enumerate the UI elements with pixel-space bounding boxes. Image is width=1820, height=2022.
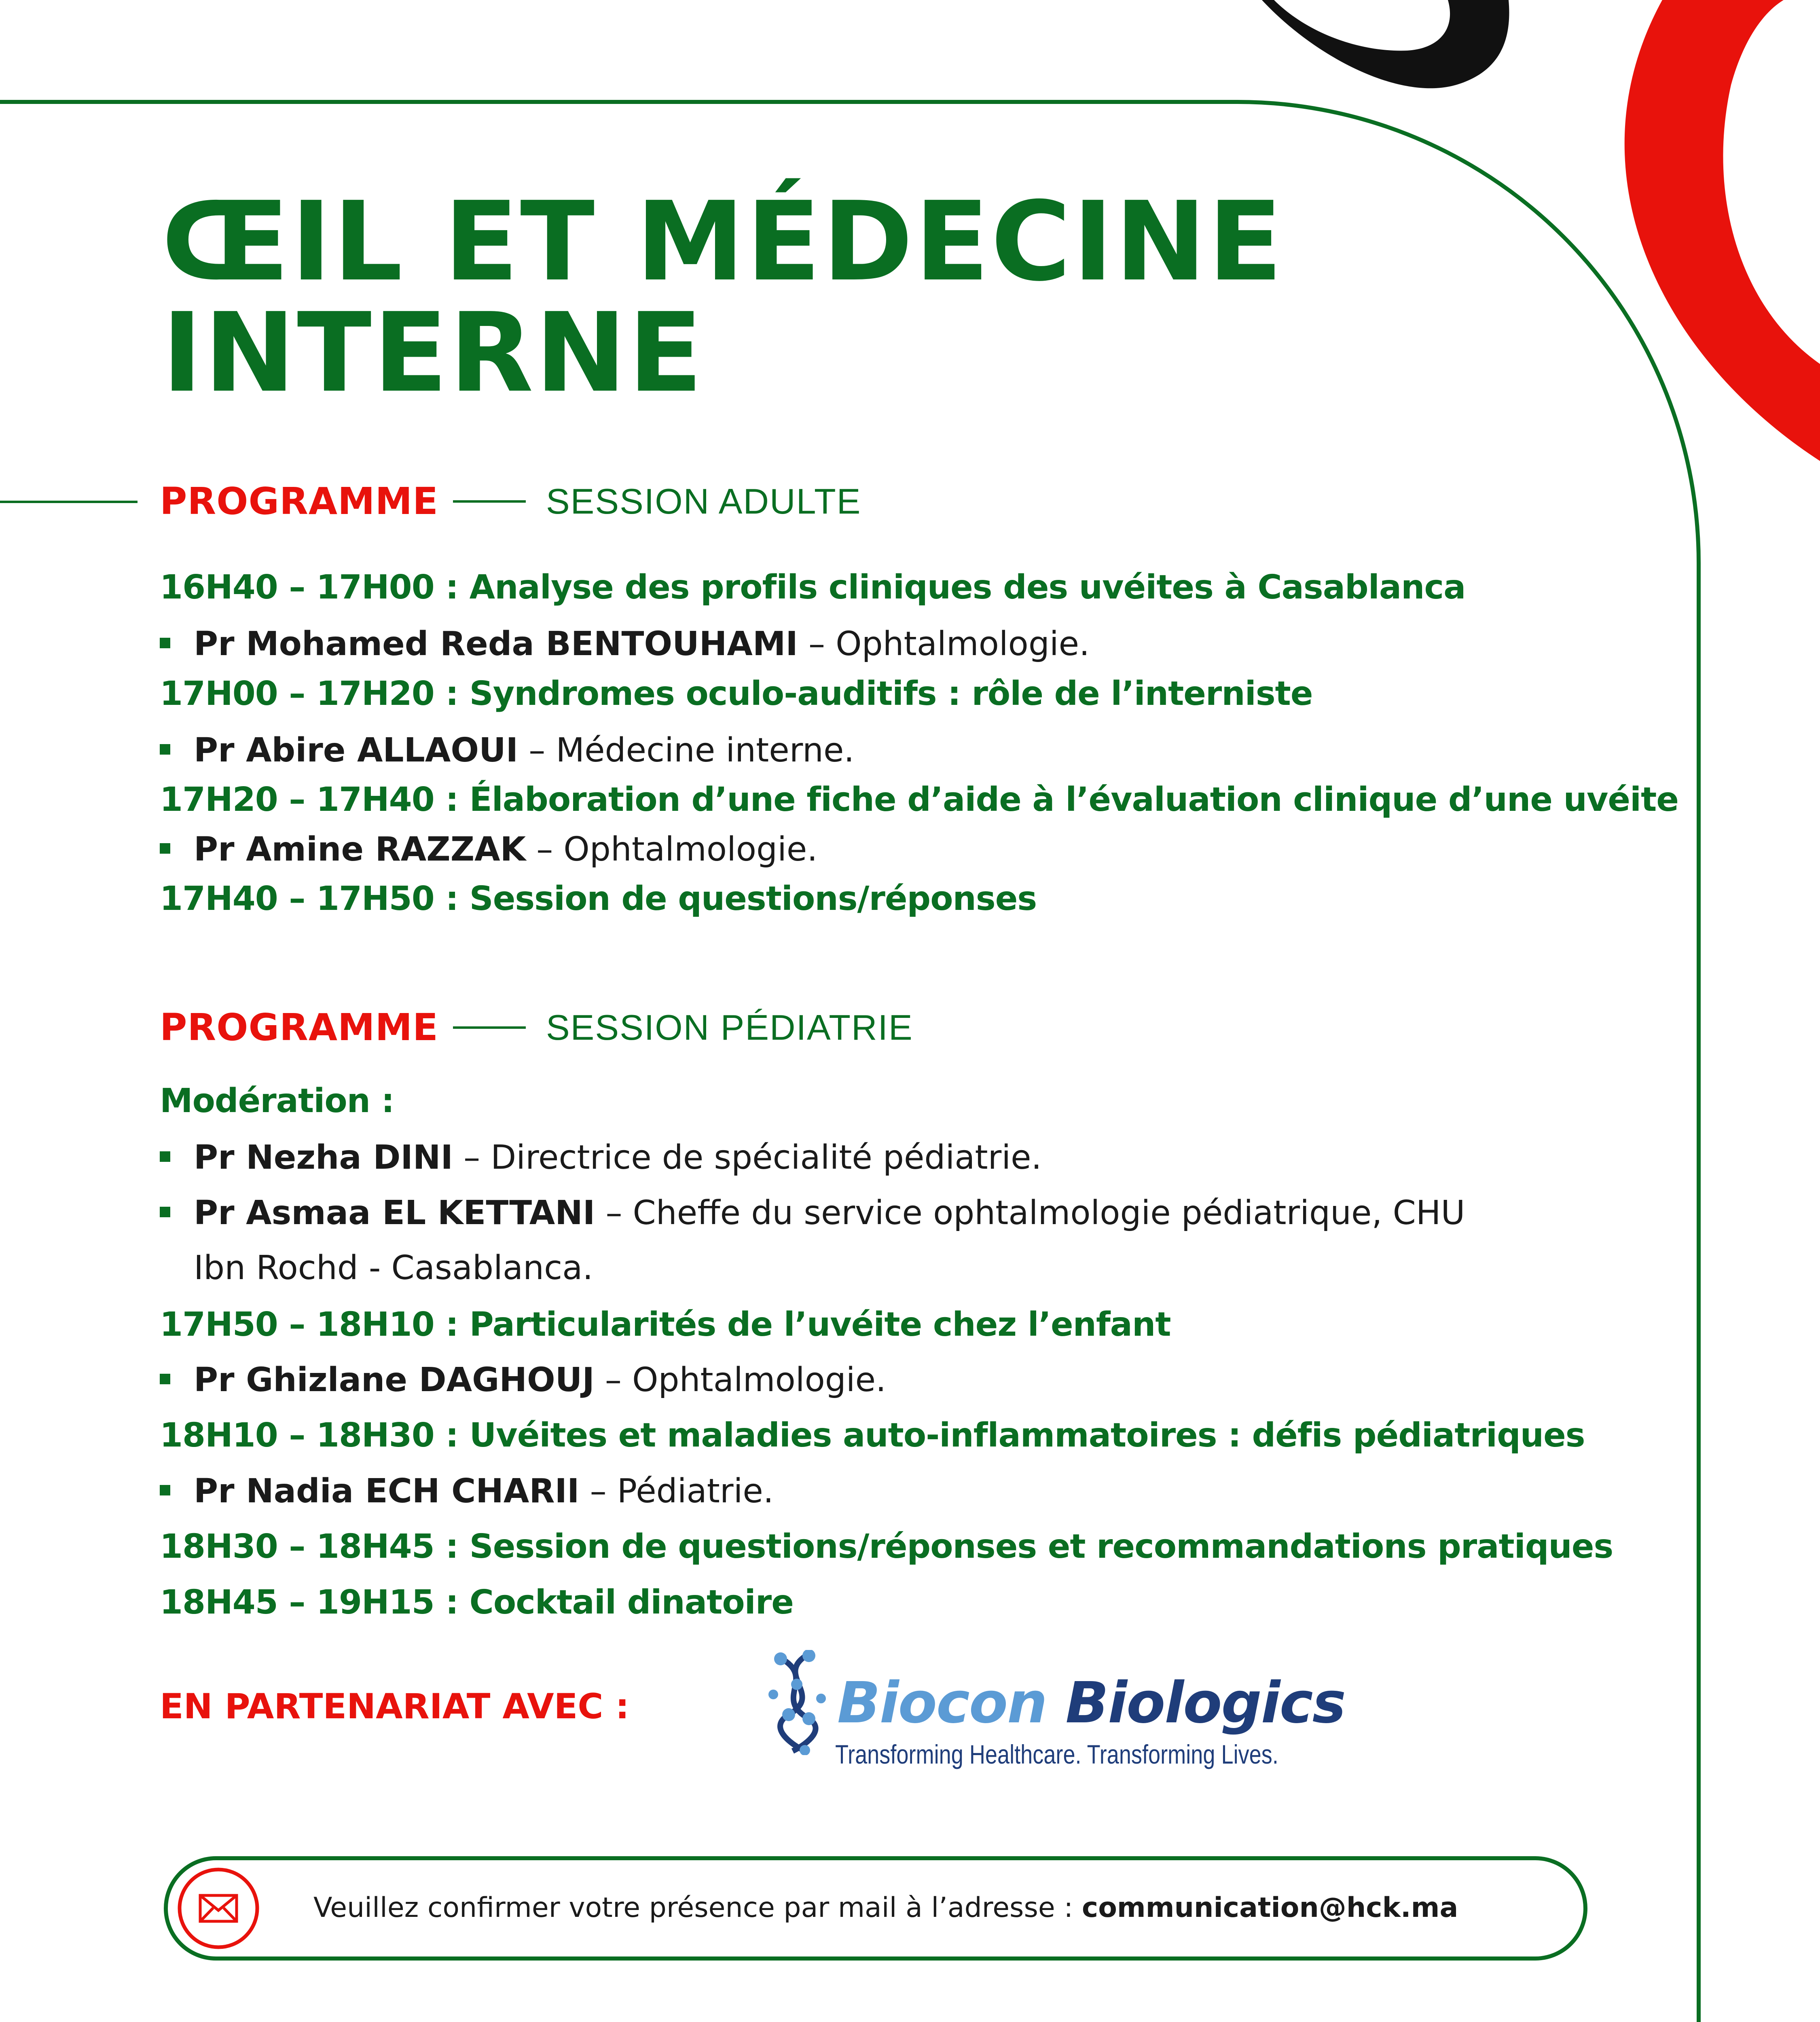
pediatric-session-heading — [160, 1006, 913, 1049]
moderator — [160, 1194, 1465, 1232]
speaker-role: – Médecine interne. — [518, 731, 855, 770]
speaker-name: Pr Abire ALLAOUI — [194, 731, 518, 770]
speaker-name: Pr Nadia ECH CHARII — [194, 1472, 580, 1510]
bullet — [160, 1374, 170, 1384]
speaker-name: Pr Ghizlane DAGHOUJ — [194, 1361, 595, 1399]
speaker-role-continued: Ibn Rochd - Casablanca. — [194, 1249, 593, 1287]
biocon-logo — [764, 1646, 1347, 1775]
speaker-role: – Ophtalmologie. — [526, 830, 818, 869]
bullet — [160, 843, 170, 854]
time-slot: 16H40 – 17H00 : Analyse des profils cliniques des uvéites à Casablanca — [160, 568, 1466, 607]
session-name: SESSION ADULTE — [546, 481, 861, 521]
programme-label: PROGRAMME — [160, 480, 438, 523]
section-rule-left — [0, 501, 138, 503]
rsvp-box — [164, 1856, 1587, 1961]
bullet — [160, 638, 170, 648]
red-swoosh — [1625, 0, 1820, 461]
session-name: SESSION PÉDIATRIE — [546, 1007, 913, 1047]
time-slot: 18H30 – 18H45 : Session de questions/réponses et recommandations pratiques — [160, 1527, 1613, 1566]
bullet — [160, 1151, 170, 1162]
time-slot: 17H20 – 17H40 : Élaboration d’une fiche d’aide à l’évaluation clinique d’une uvéite — [160, 780, 1678, 819]
speaker-name: Pr Mohamed Reda BENTOUHAMI — [194, 625, 798, 663]
bullet — [160, 1207, 170, 1217]
adult-session-heading — [160, 480, 861, 523]
bullet — [160, 744, 170, 755]
heading-rule — [453, 1026, 526, 1029]
speaker — [160, 830, 817, 869]
time-slot: 17H40 – 17H50 : Session de questions/réponses — [160, 880, 1037, 918]
speaker-role: – Ophtalmologie. — [594, 1361, 887, 1399]
logo-word-biocon: Biocon — [837, 1670, 1047, 1736]
programme-label: PROGRAMME — [160, 1006, 438, 1049]
partner-label: EN PARTENARIAT AVEC : — [160, 1686, 629, 1727]
speaker — [160, 1472, 774, 1510]
speaker-role: – Directrice de spécialité pédiatrie. — [453, 1138, 1042, 1177]
mail-icon — [176, 1866, 261, 1951]
logo-word-biologics: Biologics — [1065, 1670, 1346, 1736]
rsvp-prompt: Veuillez confirmer votre présence par mail à l’adresse : — [313, 1892, 1082, 1924]
title-line-1: ŒIL ET MÉDECINE — [162, 178, 1284, 305]
speaker-name: Pr Asmaa EL KETTANI — [194, 1194, 595, 1232]
dna-icon — [764, 1650, 833, 1755]
rsvp-text — [313, 1892, 1458, 1924]
speaker — [160, 625, 1090, 663]
speaker-role: – Cheffe du service ophtalmologie pédiatrique, CHU — [595, 1194, 1465, 1232]
page-title — [162, 178, 1284, 417]
moderator — [160, 1138, 1042, 1177]
time-slot: 17H50 – 18H10 : Particularités de l’uvéite chez l’enfant — [160, 1305, 1171, 1344]
speaker-role: – Ophtalmologie. — [798, 625, 1090, 663]
speaker-role: – Pédiatrie. — [579, 1472, 774, 1510]
title-line-2: INTERNE — [162, 289, 705, 417]
black-swoosh — [1262, 0, 1509, 88]
speaker — [160, 1361, 886, 1399]
heading-rule — [453, 500, 526, 503]
speaker — [160, 731, 854, 770]
moderation-label: Modération : — [160, 1082, 394, 1120]
rsvp-email-link[interactable]: communication@hck.ma — [1081, 1892, 1458, 1924]
logo-tagline: Transforming Healthcare. Transforming Lives. — [835, 1739, 1278, 1769]
time-slot: 18H45 – 19H15 : Cocktail dinatoire — [160, 1583, 794, 1622]
time-slot: 17H00 – 17H20 : Syndromes oculo-auditifs : rôle de l’interniste — [160, 675, 1313, 713]
time-slot: 18H10 – 18H30 : Uvéites et maladies auto-inflammatoires : défis pédiatriques — [160, 1416, 1585, 1455]
bullet — [160, 1485, 170, 1495]
speaker-name: Pr Amine RAZZAK — [194, 830, 526, 869]
speaker-name: Pr Nezha DINI — [194, 1138, 453, 1177]
